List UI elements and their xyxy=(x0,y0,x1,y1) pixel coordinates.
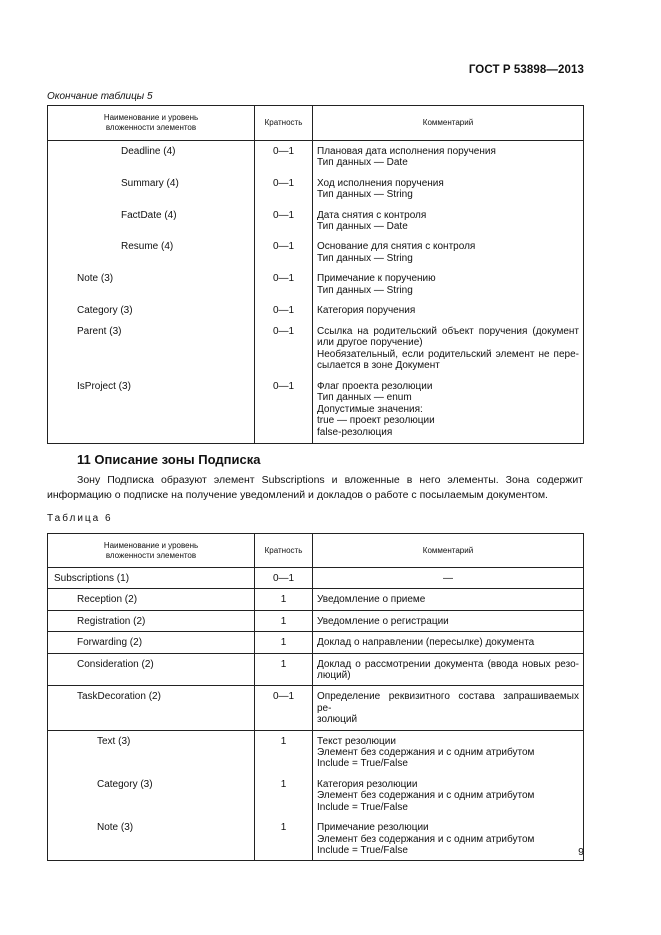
comment-line: сылается в зоне Документ xyxy=(317,360,440,372)
comment-cell xyxy=(313,205,584,237)
table-row xyxy=(48,632,584,653)
comment-line: Доклад о направлении (пересылке) документа xyxy=(317,637,535,649)
comment-line: или другое поручение) xyxy=(317,337,423,349)
comment-line: Категория поручения xyxy=(317,305,416,317)
comment-cell xyxy=(313,730,584,774)
table5-header-mult: Кратность xyxy=(255,106,313,141)
multiplicity-cell: 1 xyxy=(255,817,313,861)
multiplicity-cell: 0—1 xyxy=(255,173,313,205)
comment-line: Ссылка на родительский объект поручения (документ xyxy=(317,326,579,338)
table-row xyxy=(48,610,584,631)
table5-header-comment: Комментарий xyxy=(313,106,584,141)
element-name-cell: TaskDecoration (2) xyxy=(48,686,255,730)
multiplicity-cell: 0—1 xyxy=(255,300,313,321)
element-name-cell: Registration (2) xyxy=(48,610,255,631)
element-name-cell: Parent (3) xyxy=(48,321,255,376)
element-name-cell: Note (3) xyxy=(48,817,255,861)
comment-cell xyxy=(313,817,584,861)
element-name-cell: Forwarding (2) xyxy=(48,632,255,653)
comment-line: Категория резолюции xyxy=(317,778,418,790)
multiplicity-cell: 0—1 xyxy=(255,268,313,300)
multiplicity-cell: 1 xyxy=(255,632,313,653)
table-row xyxy=(48,376,584,443)
table-row xyxy=(48,730,584,774)
table5-header-name: Наименование и уровень вложенности элементов xyxy=(48,106,255,141)
comment-line: Определение реквизитного состава запрашиваемых ре- xyxy=(317,691,579,714)
comment-line: Доклад о рассмотрении документа (ввода новых резо- xyxy=(317,658,579,670)
comment-cell xyxy=(313,686,584,730)
multiplicity-cell: 1 xyxy=(255,730,313,774)
multiplicity-cell: 0—1 xyxy=(255,321,313,376)
comment-line: Тип данных — enum xyxy=(317,392,412,404)
comment-cell xyxy=(313,568,584,589)
comment-line: Необязательный, если родительский элемент не пере- xyxy=(317,348,579,360)
standard-number: ГОСТ Р 53898—2013 xyxy=(468,64,584,76)
table-row xyxy=(48,300,584,321)
table-row xyxy=(48,589,584,610)
table-row xyxy=(48,236,584,268)
comment-line: Уведомление о приеме xyxy=(317,594,426,606)
comment-cell xyxy=(313,236,584,268)
table6-caption: Таблица 6 xyxy=(47,513,113,524)
comment-cell xyxy=(313,300,584,321)
multiplicity-cell: 1 xyxy=(255,610,313,631)
multiplicity-cell: 1 xyxy=(255,589,313,610)
comment-line: Include = True/False xyxy=(317,758,408,770)
table5-caption: Окончание таблицы 5 xyxy=(47,91,153,102)
comment-line: false-резолюция xyxy=(317,426,393,438)
comment-line: Плановая дата исполнения поручения xyxy=(317,146,496,157)
table-6 xyxy=(47,533,584,861)
element-name-cell: Category (3) xyxy=(48,774,255,817)
comment-cell xyxy=(313,321,584,376)
comment-cell xyxy=(313,653,584,686)
table-row xyxy=(48,774,584,817)
comment-line: Основание для снятия с контроля xyxy=(317,241,476,253)
element-name-cell: Note (3) xyxy=(48,268,255,300)
table6-header-mult: Кратность xyxy=(255,534,313,568)
table-row xyxy=(48,321,584,376)
comment-line: Include = True/False xyxy=(317,801,408,813)
paragraph-line-2: информацию о подписке на получение уведомлений и докладов о работе с посылаемым документом. xyxy=(47,489,548,501)
comment-cell xyxy=(313,774,584,817)
comment-cell xyxy=(313,632,584,653)
element-name-cell: Category (3) xyxy=(48,300,255,321)
section-title: 11 Описание зоны Подписка xyxy=(77,452,261,467)
element-name-cell: Consideration (2) xyxy=(48,653,255,686)
comment-line: true — проект резолюции xyxy=(317,415,435,427)
comment-line: Примечание резолюции xyxy=(317,822,429,834)
multiplicity-cell: 1 xyxy=(255,774,313,817)
element-name-cell: Reception (2) xyxy=(48,589,255,610)
comment-line: Include = True/False xyxy=(317,844,408,856)
element-name-cell: Subscriptions (1) xyxy=(48,568,255,589)
multiplicity-cell: 0—1 xyxy=(255,236,313,268)
table-row xyxy=(48,817,584,861)
multiplicity-cell: 0—1 xyxy=(255,376,313,443)
table-row xyxy=(48,568,584,589)
multiplicity-cell: 1 xyxy=(255,653,313,686)
multiplicity-cell: 0—1 xyxy=(255,141,313,173)
comment-line: Тип данных — String xyxy=(317,189,413,201)
comment-line: Элемент без содержания и с одним атрибутом xyxy=(317,833,535,845)
comment-cell xyxy=(313,173,584,205)
comment-line: люций) xyxy=(317,670,351,682)
table-row xyxy=(48,173,584,205)
multiplicity-cell: 0—1 xyxy=(255,686,313,730)
comment-line: Тип данных — String xyxy=(317,252,413,264)
element-name-cell: Deadline (4) xyxy=(48,141,255,173)
table-row xyxy=(48,653,584,686)
element-name-cell: Text (3) xyxy=(48,730,255,774)
element-name-cell: IsProject (3) xyxy=(48,376,255,443)
table6-header-name: Наименование и уровень вложенности элементов xyxy=(48,534,255,568)
comment-line: Тип данных — Date xyxy=(317,157,408,169)
comment-line: Флаг проекта резолюции xyxy=(317,381,433,393)
table-5 xyxy=(47,105,584,444)
comment-line: Уведомление о регистрации xyxy=(317,615,449,627)
comment-cell xyxy=(313,268,584,300)
comment-line: Примечание к поручению xyxy=(317,273,436,285)
page-number: 9 xyxy=(578,846,584,858)
comment-line: Тип данных — Date xyxy=(317,221,408,233)
table6-header-comment: Комментарий xyxy=(313,534,584,568)
table-row xyxy=(48,686,584,730)
comment-line: Элемент без содержания и с одним атрибутом xyxy=(317,790,535,802)
table-row xyxy=(48,268,584,300)
table-row xyxy=(48,141,584,173)
comment-cell xyxy=(313,589,584,610)
comment-cell xyxy=(313,141,584,173)
comment-line: Тип данных — String xyxy=(317,284,413,296)
section-paragraph xyxy=(47,473,583,503)
comment-line: — xyxy=(443,573,453,584)
element-name-cell: Resume (4) xyxy=(48,236,255,268)
comment-line: Элемент без содержания и с одним атрибутом xyxy=(317,747,535,759)
comment-cell xyxy=(313,376,584,443)
table-row xyxy=(48,205,584,237)
comment-line: золюций xyxy=(317,714,358,726)
element-name-cell: FactDate (4) xyxy=(48,205,255,237)
comment-line: Дата снятия с контроля xyxy=(317,209,427,221)
element-name-cell: Summary (4) xyxy=(48,173,255,205)
multiplicity-cell: 0—1 xyxy=(255,205,313,237)
comment-line: Ход исполнения поручения xyxy=(317,177,444,189)
multiplicity-cell: 0—1 xyxy=(255,568,313,589)
comment-cell xyxy=(313,610,584,631)
comment-line: Допустимые значения: xyxy=(317,403,423,415)
comment-line: Текст резолюции xyxy=(317,735,396,747)
paragraph-line-1: Зону Подписка образуют элемент Subscriptions и вложенные в него элементы. Зона содержит xyxy=(77,474,583,486)
